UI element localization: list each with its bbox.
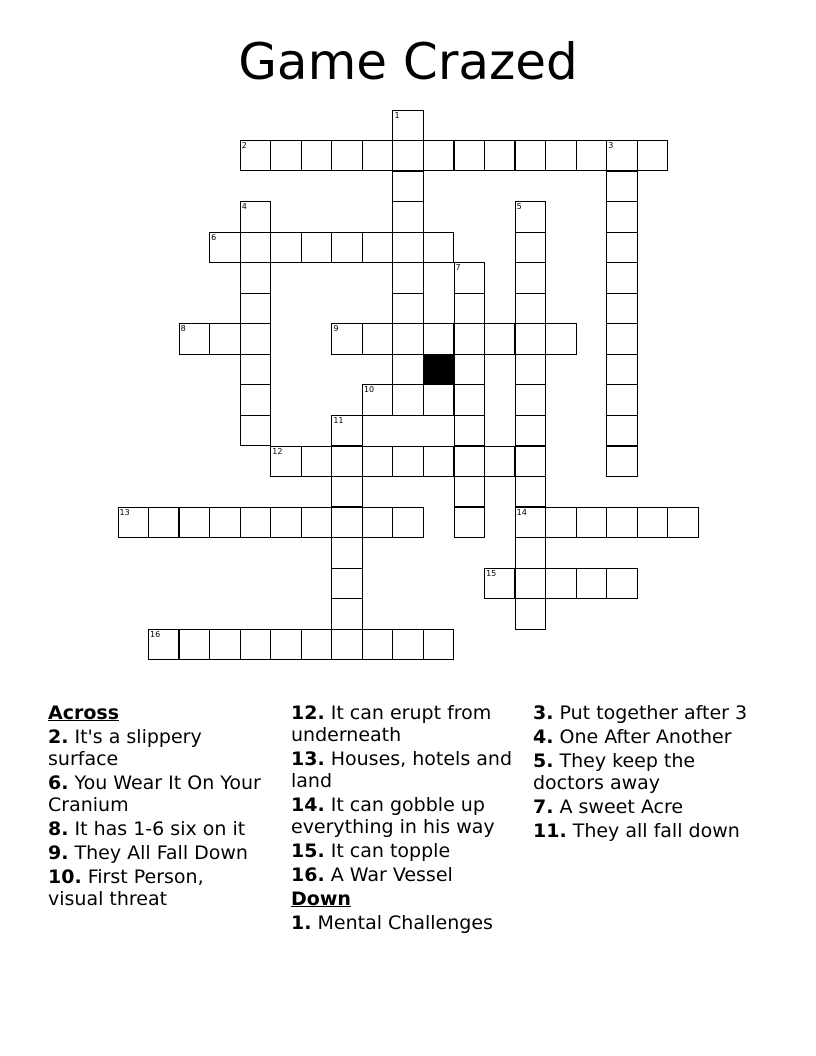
- grid-cell[interactable]: [331, 232, 362, 263]
- grid-cell[interactable]: [209, 323, 240, 354]
- grid-cell[interactable]: [392, 140, 423, 171]
- grid-cell[interactable]: [179, 323, 210, 354]
- clue-number: 4: [241, 202, 247, 212]
- across-clue-list: [48, 726, 263, 910]
- clue-number-label: 14.: [291, 794, 325, 816]
- grid-cell[interactable]: [148, 629, 179, 660]
- clue: [533, 796, 763, 818]
- grid-cell[interactable]: [240, 384, 271, 415]
- grid-cell[interactable]: [454, 140, 485, 171]
- grid-cell[interactable]: [454, 323, 485, 354]
- grid-cell[interactable]: [392, 232, 423, 263]
- clue-text: It can topple: [330, 840, 451, 862]
- grid-cell[interactable]: [606, 354, 637, 385]
- grid-cell[interactable]: [331, 568, 362, 599]
- grid-cell[interactable]: [362, 446, 393, 477]
- grid-cell[interactable]: [545, 323, 576, 354]
- clue: [533, 820, 763, 842]
- grid-cell[interactable]: [637, 507, 668, 538]
- grid-cell[interactable]: [515, 384, 546, 415]
- clue: [291, 864, 516, 886]
- grid-cell[interactable]: [606, 262, 637, 293]
- grid-cell[interactable]: [240, 415, 271, 446]
- clue-number-label: 13.: [291, 748, 325, 770]
- clue: [291, 912, 516, 934]
- grid-cell[interactable]: [240, 232, 271, 263]
- grid-cell[interactable]: [545, 568, 576, 599]
- grid-cell[interactable]: [240, 262, 271, 293]
- grid-cell[interactable]: [331, 507, 362, 538]
- grid-cell[interactable]: [240, 354, 271, 385]
- clue: [291, 702, 516, 746]
- clue-number: 16: [150, 629, 161, 639]
- grid-cell[interactable]: [270, 629, 301, 660]
- grid-cell[interactable]: [515, 323, 546, 354]
- grid-cell[interactable]: [362, 507, 393, 538]
- grid-cell[interactable]: [240, 293, 271, 324]
- clue-number: 1: [394, 110, 400, 120]
- grid-cell[interactable]: [331, 140, 362, 171]
- grid-cell[interactable]: [179, 629, 210, 660]
- grid-cell[interactable]: [392, 323, 423, 354]
- grid-cell[interactable]: [606, 507, 637, 538]
- grid-cell[interactable]: [515, 293, 546, 324]
- grid-cell[interactable]: [454, 384, 485, 415]
- clue: [291, 748, 516, 792]
- grid-cell[interactable]: [423, 232, 454, 263]
- grid-cell[interactable]: [118, 507, 149, 538]
- clue-number: 6: [211, 232, 217, 242]
- grid-cell[interactable]: [606, 293, 637, 324]
- grid-cell[interactable]: [576, 507, 607, 538]
- grid-cell[interactable]: [362, 323, 393, 354]
- grid-cell[interactable]: [454, 354, 485, 385]
- clue-text: Houses, hotels and land: [291, 748, 513, 792]
- grid-cell[interactable]: [606, 201, 637, 232]
- clue-number-label: 9.: [48, 842, 69, 864]
- clue: [533, 750, 763, 794]
- clue-text: They all fall down: [572, 820, 740, 842]
- clue: [533, 726, 763, 748]
- grid-cell[interactable]: [423, 323, 454, 354]
- clue-number: 2: [241, 141, 247, 151]
- grid-cell[interactable]: [515, 598, 546, 629]
- across-heading: Across: [48, 702, 120, 724]
- grid-cell[interactable]: [515, 568, 546, 599]
- grid-cell[interactable]: [606, 232, 637, 263]
- grid-cell[interactable]: [240, 323, 271, 354]
- grid-cell[interactable]: [392, 201, 423, 232]
- down-clue-list-continued: [533, 702, 763, 842]
- grid-cell[interactable]: [515, 262, 546, 293]
- clue-number-label: 12.: [291, 702, 325, 724]
- clue-number: 8: [180, 324, 186, 334]
- grid-cell[interactable]: [392, 262, 423, 293]
- clues-column-3: [533, 702, 763, 844]
- grid-cell[interactable]: [454, 446, 485, 477]
- grid-cell[interactable]: [515, 232, 546, 263]
- down-clue-list: [291, 912, 516, 934]
- grid-cell[interactable]: [454, 262, 485, 293]
- grid-cell[interactable]: [423, 140, 454, 171]
- clue-number-label: 10.: [48, 866, 82, 888]
- clue-number: 13: [119, 507, 130, 517]
- clue-number: 15: [486, 568, 497, 578]
- clue-number-label: 11.: [533, 820, 567, 842]
- grid-cell[interactable]: [606, 568, 637, 599]
- grid-cell[interactable]: [515, 140, 546, 171]
- clue: [291, 794, 516, 838]
- clue-number-label: 15.: [291, 840, 325, 862]
- grid-cell[interactable]: [270, 446, 301, 477]
- grid-cell[interactable]: [392, 629, 423, 660]
- grid-cell[interactable]: [515, 507, 546, 538]
- grid-cell[interactable]: [454, 415, 485, 446]
- grid-cell[interactable]: [606, 171, 637, 202]
- clue-number-label: 8.: [48, 818, 69, 840]
- grid-cell[interactable]: [454, 293, 485, 324]
- black-cell: [423, 354, 454, 385]
- down-heading: Down: [291, 888, 351, 910]
- clue: [291, 840, 516, 862]
- clue-text: Mental Challenges: [317, 912, 493, 934]
- grid-cell[interactable]: [362, 629, 393, 660]
- grid-cell[interactable]: [331, 598, 362, 629]
- grid-cell[interactable]: [606, 323, 637, 354]
- grid-cell[interactable]: [392, 384, 423, 415]
- grid-cell[interactable]: [362, 140, 393, 171]
- grid-cell[interactable]: [667, 507, 698, 538]
- grid-cell[interactable]: [179, 507, 210, 538]
- grid-cell[interactable]: [270, 507, 301, 538]
- grid-cell[interactable]: [270, 232, 301, 263]
- grid-cell[interactable]: [240, 629, 271, 660]
- clue-number: 10: [363, 385, 375, 395]
- grid-cell[interactable]: [454, 507, 485, 538]
- page-title: Game Crazed: [238, 33, 578, 91]
- grid-cell[interactable]: [331, 537, 362, 568]
- grid-cell[interactable]: [362, 384, 393, 415]
- clue-number-label: 3.: [533, 702, 554, 724]
- grid-cell[interactable]: [270, 140, 301, 171]
- grid-cell[interactable]: [545, 140, 576, 171]
- grid-cell[interactable]: [301, 446, 332, 477]
- clues-column-2: [291, 702, 516, 936]
- grid-cell[interactable]: [606, 446, 637, 477]
- clue-text: A sweet Acre: [559, 796, 684, 818]
- grid-cell[interactable]: [606, 384, 637, 415]
- grid-cell[interactable]: [515, 354, 546, 385]
- grid-cell[interactable]: [331, 446, 362, 477]
- grid-cell[interactable]: [209, 629, 240, 660]
- clue-text: It's a slippery surface: [48, 726, 202, 770]
- grid-cell[interactable]: [423, 446, 454, 477]
- grid-cell[interactable]: [392, 293, 423, 324]
- clue-number: 7: [455, 263, 461, 273]
- clue: [48, 866, 263, 910]
- grid-cell[interactable]: [209, 232, 240, 263]
- grid-cell[interactable]: [515, 476, 546, 507]
- grid-cell[interactable]: [301, 629, 332, 660]
- clue-number-label: 1.: [291, 912, 312, 934]
- clue-number: 14: [516, 507, 527, 517]
- grid-cell[interactable]: [331, 629, 362, 660]
- grid-cell[interactable]: [301, 232, 332, 263]
- clue-text: They All Fall Down: [74, 842, 248, 864]
- grid-cell[interactable]: [545, 507, 576, 538]
- clue: [48, 726, 263, 770]
- grid-cell[interactable]: [392, 171, 423, 202]
- clue-number-label: 16.: [291, 864, 325, 886]
- grid-cell[interactable]: [331, 476, 362, 507]
- clue-text: First Person, visual threat: [48, 866, 204, 910]
- grid-cell[interactable]: [392, 110, 423, 141]
- clue-number-label: 6.: [48, 772, 69, 794]
- grid-cell[interactable]: [576, 568, 607, 599]
- grid-cell[interactable]: [515, 201, 546, 232]
- grid-cell[interactable]: [301, 140, 332, 171]
- grid-cell[interactable]: [515, 446, 546, 477]
- clue-number: 12: [272, 446, 283, 456]
- clue-text: You Wear It On Your Cranium: [48, 772, 261, 816]
- clue-number-label: 2.: [48, 726, 69, 748]
- clue-text: One After Another: [559, 726, 732, 748]
- grid-cell[interactable]: [331, 323, 362, 354]
- clue-text: It can erupt from underneath: [291, 702, 492, 746]
- clue: [533, 702, 763, 724]
- clues-column-1: [48, 702, 263, 912]
- grid-cell[interactable]: [515, 415, 546, 446]
- clue-text: They keep the doctors away: [533, 750, 696, 794]
- grid-cell[interactable]: [423, 629, 454, 660]
- grid-cell[interactable]: [362, 232, 393, 263]
- clue-number: 11: [333, 416, 344, 425]
- grid-cell[interactable]: [331, 415, 362, 446]
- grid-cell[interactable]: [240, 140, 271, 171]
- grid-cell[interactable]: [301, 507, 332, 538]
- clue-number: 9: [333, 324, 339, 334]
- grid-cell[interactable]: [484, 323, 515, 354]
- grid-cell[interactable]: [484, 446, 515, 477]
- clue-number: 3: [608, 141, 614, 151]
- grid-cell[interactable]: [576, 140, 607, 171]
- grid-cell[interactable]: [606, 415, 637, 446]
- clue: [48, 772, 263, 816]
- clue-number: 5: [516, 202, 522, 212]
- grid-cell[interactable]: [484, 568, 515, 599]
- clue: [48, 842, 263, 864]
- grid-cell[interactable]: [240, 507, 271, 538]
- clue-text: It can gobble up everything in his way: [291, 794, 495, 838]
- grid-cell[interactable]: [515, 537, 546, 568]
- grid-cell[interactable]: [454, 476, 485, 507]
- clue-text: It has 1-6 six on it: [74, 818, 246, 840]
- grid-cell[interactable]: [148, 507, 179, 538]
- grid-cell[interactable]: [240, 201, 271, 232]
- clue-number-label: 5.: [533, 750, 554, 772]
- clue: [48, 818, 263, 840]
- clue-text: A War Vessel: [330, 864, 453, 886]
- grid-cell[interactable]: [392, 354, 423, 385]
- across-clue-list-continued: [291, 702, 516, 886]
- grid-cell[interactable]: [209, 507, 240, 538]
- grid-cell[interactable]: [637, 140, 668, 171]
- clue-text: Put together after 3: [559, 702, 748, 724]
- grid-cell[interactable]: [423, 384, 454, 415]
- grid-cell[interactable]: [392, 446, 423, 477]
- grid-cell[interactable]: [392, 507, 423, 538]
- grid-cell[interactable]: [484, 140, 515, 171]
- clue-number-label: 4.: [533, 726, 554, 748]
- grid-cell[interactable]: [606, 140, 637, 171]
- clue-number-label: 7.: [533, 796, 554, 818]
